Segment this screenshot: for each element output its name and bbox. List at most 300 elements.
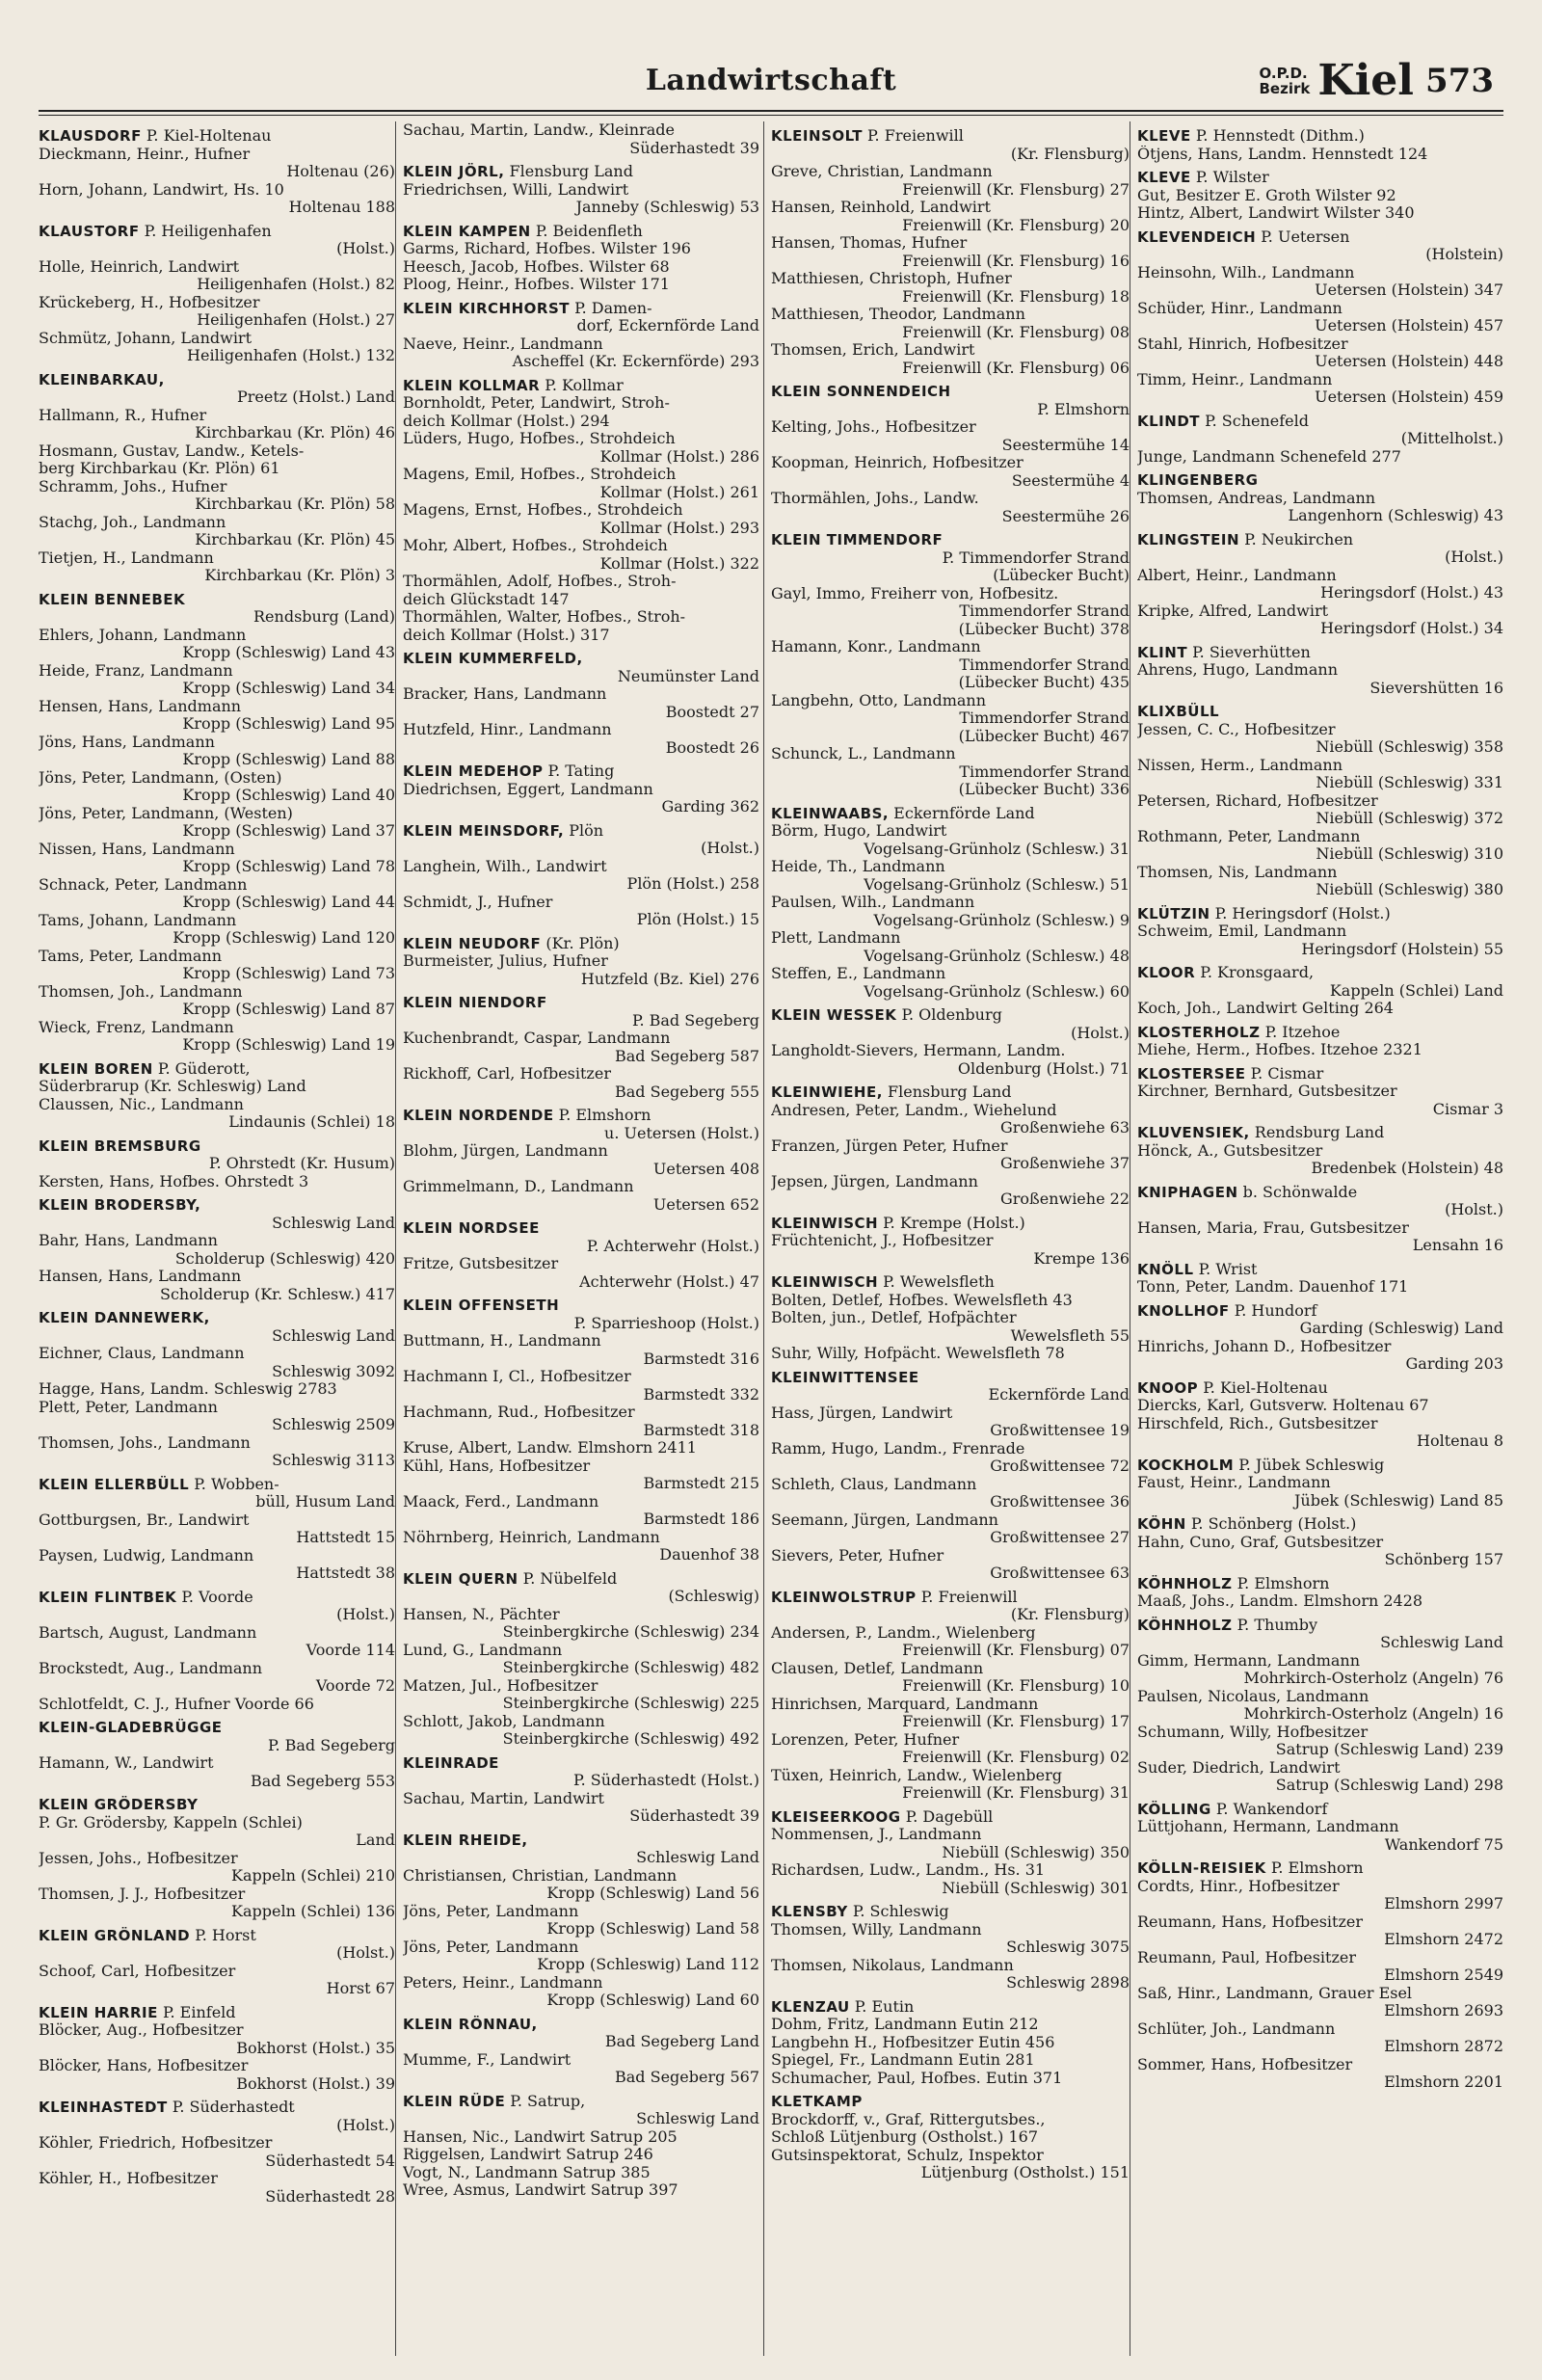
- entry-location: Hattstedt 38: [296, 1564, 395, 1582]
- entry-line: Kersten, Hans, Hofbes. Ohrstedt 3: [39, 1172, 309, 1190]
- entry-location: Kirchbarkau (Kr. Plön) 58: [195, 495, 395, 513]
- place-detail: Flensburg Land: [882, 1083, 1012, 1101]
- entry-location: Kirchbarkau (Kr. Plön) 45: [195, 531, 395, 548]
- entry-location: Mohrkirch-Osterholz (Angeln) 16: [1243, 1705, 1503, 1723]
- entry-location: Kropp (Schleswig) Land 58: [546, 1920, 759, 1938]
- entry-line: Heide, Th., Landmann: [771, 858, 945, 875]
- place-name: KLEINRADE: [403, 1753, 499, 1772]
- entry-location: Vogelsang-Grünholz (Schlesw.) 60: [864, 982, 1130, 1001]
- place-detail: P. Schönberg (Holst.): [1185, 1515, 1357, 1533]
- entry-location: Elmshorn 2201: [1384, 2073, 1503, 2091]
- place-detail: P. Freienwill: [916, 1588, 1018, 1606]
- place-heading: [403, 650, 759, 668]
- entry-location: Freienwill (Kr. Flensburg) 10: [902, 1677, 1130, 1695]
- entry-location: Timmendorfer Strand: [959, 602, 1130, 620]
- entry-location: (Lübecker Bucht): [993, 567, 1130, 584]
- entry-location: Großwittensee 72: [990, 1457, 1130, 1475]
- place-detail: P. Einfeld: [157, 2003, 236, 2021]
- place-name: KLEIN BOREN: [39, 1059, 153, 1078]
- entry-location: Krempe 136: [1033, 1249, 1130, 1268]
- place-detail: P. Eutin: [849, 1997, 915, 2016]
- header-rule-thin: [39, 115, 1503, 116]
- entry-location: (Lübecker Bucht) 336: [958, 781, 1130, 798]
- entry-line: Thomsen, Joh., Landmann: [39, 982, 243, 1001]
- place-detail: P. Tating: [543, 762, 615, 780]
- entry-line: Andersen, P., Landm., Wielenberg: [771, 1623, 1036, 1642]
- entry-line: Matthiesen, Theodor, Landmann: [771, 306, 1025, 323]
- place-detail: P. Kronsgaard,: [1195, 964, 1315, 981]
- entry-location: Freienwill (Kr. Flensburg) 07: [902, 1642, 1130, 1659]
- place-name: KLEIN MEINSDORF,: [403, 821, 565, 840]
- entry-location: Elmshorn 2549: [1384, 1966, 1503, 1984]
- entry-line: Langholdt-Sievers, Hermann, Landm.: [771, 1042, 1066, 1059]
- place-heading: [771, 1589, 1130, 1607]
- place-name: KLEIN SONNENDEICH: [771, 383, 951, 400]
- entry-line: Hamann, W., Landwirt: [39, 1754, 214, 1772]
- entry-line: Paulsen, Wilh., Landmann: [771, 894, 975, 911]
- place-heading: [403, 994, 759, 1012]
- entry-location: (Holst.): [336, 1944, 395, 1962]
- place-heading: [39, 371, 395, 389]
- entry-location: Bokhorst (Holst.) 35: [236, 2039, 395, 2057]
- entry-location: Kropp (Schleswig) Land 95: [182, 715, 395, 733]
- place-name: KLOOR: [1137, 964, 1196, 981]
- entry-location: Achterwehr (Holst.) 47: [579, 1272, 759, 1291]
- entry-location: Freienwill (Kr. Flensburg) 06: [902, 359, 1130, 377]
- place-heading: [403, 1754, 759, 1773]
- entry-line: Köhler, H., Hofbesitzer: [39, 2170, 218, 2187]
- entry-line: Langbehn, Otto, Landmann: [771, 691, 987, 709]
- place-name: KLEINWITTENSEE: [771, 1368, 919, 1386]
- entry-location: Cismar 3: [1432, 1100, 1503, 1118]
- entry-location: Dauenhof 38: [659, 1546, 759, 1564]
- entry-location: Großwittensee 36: [990, 1493, 1130, 1511]
- place-heading: [403, 223, 759, 241]
- place-name: KLEIN GRÖNLAND: [39, 1926, 191, 1944]
- place-heading: [1137, 1575, 1503, 1593]
- place-heading: [39, 1060, 395, 1079]
- entry-location: Schleswig 2898: [1006, 1974, 1130, 1992]
- entry-line: Lund, G., Landmann: [403, 1641, 563, 1659]
- entry-location: Heiligenhafen (Holst.) 82: [197, 276, 395, 293]
- place-detail: P. Wilster: [1190, 169, 1269, 186]
- place-heading: [1137, 413, 1503, 431]
- entry-location: Schleswig Land: [272, 1326, 395, 1345]
- entry-location: Satrup (Schleswig Land) 298: [1275, 1777, 1503, 1794]
- entry-location: (Holst.): [701, 840, 759, 857]
- entry-line: Ramm, Hugo, Landm., Frenrade: [771, 1439, 1025, 1457]
- entry-line: Rothmann, Peter, Landmann: [1137, 827, 1361, 845]
- entry-line: Garms, Richard, Hofbes. Wilster 196: [403, 240, 691, 257]
- place-name: KLEIN ELLERBÜLL: [39, 1475, 190, 1493]
- entry-location: Elmshorn 2997: [1384, 1895, 1503, 1912]
- place-heading: [403, 2093, 759, 2111]
- entry-line: Thormählen, Adolf, Hofbes., Stroh-: [403, 573, 677, 590]
- entry-location: Boostedt 27: [665, 703, 759, 721]
- entry-location: u. Uetersen (Holst.): [604, 1124, 759, 1142]
- entry-line: Hansen, Hans, Landmann: [39, 1268, 242, 1285]
- entry-line: Suhr, Willy, Hofpächt. Wewelsfleth 78: [771, 1345, 1065, 1362]
- entry-line: Schunck, L., Landmann: [771, 745, 956, 762]
- entry-location: Kropp (Schleswig) Land 88: [182, 751, 395, 768]
- entry-location: Heringsdorf (Holstein) 55: [1301, 940, 1503, 958]
- entry-line: Nissen, Herm., Landmann: [1137, 756, 1343, 774]
- place-heading: [1137, 964, 1503, 982]
- entry-line: Heide, Franz, Landmann: [39, 661, 233, 680]
- entry-line: Saß, Hinr., Landmann, Grauer Esel: [1137, 1984, 1413, 2002]
- entry-line: deich Kollmar (Holst.) 317: [403, 626, 610, 644]
- entry-line: Hinrichsen, Marquard, Landmann: [771, 1695, 1039, 1713]
- entry-line: Clausen, Detlef, Landmann: [771, 1659, 984, 1677]
- entry-line: Dieckmann, Heinr., Hufner: [39, 145, 251, 163]
- place-name: KLOSTERHOLZ: [1137, 1023, 1261, 1041]
- place-name: KLEIN RÖNNAU,: [403, 2015, 538, 2033]
- place-name: KLEIN KOLLMAR: [403, 376, 541, 394]
- entry-location: Holtenau (26): [286, 163, 395, 180]
- place-name: KLEIN BENNEBEK: [39, 590, 186, 608]
- place-name: KLEIN KUMMERFELD,: [403, 650, 583, 667]
- entry-line: Kirchner, Bernhard, Gutsbesitzer: [1137, 1083, 1397, 1100]
- entry-line: Hahn, Cuno, Graf, Gutsbesitzer: [1137, 1533, 1384, 1551]
- entry-location: P. Ohrstedt (Kr. Husum): [208, 1155, 395, 1172]
- entry-line: Lorenzen, Peter, Hufner: [771, 1730, 960, 1749]
- entry-line: Kühl, Hans, Hofbesitzer: [403, 1457, 591, 1475]
- entry-location: Preetz (Holst.) Land: [236, 388, 395, 406]
- entry-location: Großwittensee 19: [990, 1422, 1130, 1439]
- place-detail: P. Wobben-: [189, 1475, 279, 1493]
- entry-location: büll, Husum Land: [255, 1493, 395, 1511]
- entry-line: Albert, Heinr., Landmann: [1137, 566, 1337, 584]
- entry-location: Niebüll (Schleswig) 310: [1316, 845, 1503, 863]
- entry-line: Schüder, Hinr., Landmann: [1137, 299, 1343, 317]
- entry-line: Jessen, Johs., Hofbesitzer: [39, 1849, 238, 1867]
- place-heading: [771, 383, 1130, 401]
- place-detail: P. Hundorf: [1229, 1301, 1317, 1320]
- place-name: KLEVE: [1137, 169, 1191, 186]
- entry-location: Heringsdorf (Holst.) 34: [1320, 620, 1503, 637]
- entry-location: Bokhorst (Holst.) 39: [236, 2074, 395, 2093]
- place-detail: P. Freienwill: [862, 127, 964, 145]
- page-title: Landwirtschaft: [645, 64, 897, 97]
- place-name: KLEIN OFFENSETH: [403, 1297, 560, 1314]
- entry-location: P. Sparrieshoop (Holst.): [573, 1314, 759, 1332]
- entry-line: Timm, Heinr., Landmann: [1137, 370, 1333, 388]
- entry-line: Mumme, F., Landwirt: [403, 2050, 572, 2069]
- entry-location: Wewelsfleth 55: [1010, 1326, 1130, 1345]
- entry-location: Holtenau 188: [288, 199, 395, 216]
- entry-line: Diedrichsen, Eggert, Landmann: [403, 780, 653, 798]
- entry-location: Lensahn 16: [1412, 1237, 1503, 1254]
- place-name: KLETKAMP: [771, 2093, 863, 2110]
- entry-location: Garding (Schleswig) Land: [1299, 1320, 1503, 1337]
- entry-location: Hutzfeld (Bz. Kiel) 276: [580, 970, 759, 988]
- place-name: KLEINWOLSTRUP: [771, 1588, 917, 1606]
- place-heading: [39, 1589, 395, 1607]
- place-heading: [39, 1796, 395, 1814]
- entry-location: Kropp (Schleswig) Land 40: [182, 787, 395, 804]
- entry-location: Süderhastedt 54: [265, 2152, 395, 2170]
- entry-line: Thomsen, Erich, Landwirt: [771, 341, 975, 359]
- place-name: KÖHNHOLZ: [1137, 1574, 1233, 1592]
- entry-location: Vogelsang-Grünholz (Schlesw.) 48: [864, 947, 1130, 965]
- entry-line: Bartsch, August, Landmann: [39, 1623, 257, 1642]
- place-detail: P. Uetersen: [1256, 227, 1350, 246]
- place-detail: P. Damen-: [570, 299, 652, 317]
- entry-location: Barmstedt 316: [643, 1350, 759, 1368]
- place-detail: P. Schleswig: [847, 1903, 949, 1920]
- entry-line: Jöns, Peter, Landmann, (Westen): [39, 804, 293, 822]
- entry-location: Heiligenhafen (Holst.) 27: [197, 311, 395, 329]
- entry-line: Ahrens, Hugo, Landmann: [1137, 661, 1338, 679]
- place-name: KLEINHASTEDT: [39, 2099, 168, 2116]
- place-heading: [403, 935, 759, 953]
- entry-line: Hensen, Hans, Landmann: [39, 697, 242, 715]
- entry-location: Kappeln (Schlei) 210: [231, 1867, 395, 1885]
- entry-location: P. Achterwehr (Holst.): [586, 1237, 759, 1255]
- place-name: KLEIN KAMPEN: [403, 222, 531, 240]
- entry-location: Vogelsang-Grünholz (Schlesw.) 31: [864, 840, 1130, 858]
- place-name: KLEIN MEDEHOP: [403, 762, 544, 780]
- place-name: KLINDT: [1137, 412, 1200, 430]
- place-name: KÖHNHOLZ: [1137, 1616, 1233, 1634]
- place-heading: [403, 1570, 759, 1589]
- entry-location: Barmstedt 186: [643, 1511, 759, 1528]
- entry-line: Tams, Johann, Landmann: [39, 911, 237, 929]
- entry-line: Thomsen, J. J., Hofbesitzer: [39, 1885, 246, 1903]
- entry-line: Gottburgsen, Br., Landwirt: [39, 1511, 250, 1529]
- entry-line: Schmütz, Johann, Landwirt: [39, 329, 253, 347]
- entry-line: Holle, Heinrich, Landwirt: [39, 257, 240, 276]
- entry-location: Süderhastedt 39: [629, 1807, 759, 1825]
- place-name: KLEIN RÜDE: [403, 2092, 506, 2110]
- entry-line: Nommensen, J., Landmann: [771, 1826, 982, 1843]
- entry-location: Hattstedt 15: [296, 1529, 395, 1546]
- entry-line: Lüders, Hugo, Hofbes., Strohdeich: [403, 430, 676, 447]
- entry-line: Lüttjohann, Hermann, Landmann: [1137, 1818, 1399, 1835]
- place-name: KLENSBY: [771, 1903, 848, 1920]
- place-name: KLINGSTEIN: [1137, 530, 1240, 548]
- entry-line: Blöcker, Hans, Hofbesitzer: [39, 2057, 249, 2074]
- place-heading: [39, 1719, 395, 1737]
- entry-line: Thormählen, Walter, Hofbes., Stroh-: [403, 608, 686, 626]
- place-detail: P. Cismar: [1245, 1064, 1324, 1083]
- place-name: KLEIN NORDSEE: [403, 1219, 540, 1237]
- entry-line: Junge, Landmann Schenefeld 277: [1137, 447, 1401, 466]
- entry-location: Bad Segeberg 567: [615, 2069, 759, 2086]
- entry-line: Andresen, Peter, Landm., Wiehelund: [771, 1101, 1057, 1119]
- column-4: [1137, 121, 1503, 2356]
- entry-location: Bad Segeberg 553: [251, 1772, 395, 1790]
- entry-line: Schloß Lütjenburg (Ostholst.) 167: [771, 2128, 1039, 2146]
- entry-line: Schumann, Willy, Hofbesitzer: [1137, 1723, 1369, 1741]
- entry-line: Plett, Landmann: [771, 929, 901, 947]
- entry-location: Mohrkirch-Osterholz (Angeln) 76: [1243, 1670, 1503, 1687]
- place-detail: Eckernförde Land: [889, 804, 1035, 822]
- place-name: KLEIN NORDENDE: [403, 1107, 554, 1124]
- entry-line: Hirschfeld, Rich., Gutsbesitzer: [1137, 1414, 1378, 1432]
- place-heading: [1137, 1124, 1503, 1142]
- place-heading: [1137, 127, 1503, 146]
- entry-line: Schramm, Johs., Hufner: [39, 477, 227, 495]
- place-name: KLEVE: [1137, 127, 1191, 145]
- place-detail: P. Elmshorn: [1265, 1859, 1364, 1877]
- place-name: KLEIN JÖRL,: [403, 163, 505, 180]
- entry-line: deich Kollmar (Holst.) 294: [403, 412, 610, 430]
- entry-line: Gut, Besitzer E. Groth Wilster 92: [1137, 186, 1396, 204]
- entry-line: Sievers, Peter, Hufner: [771, 1546, 944, 1564]
- place-detail: Plön: [564, 821, 604, 840]
- place-heading: [1137, 228, 1503, 247]
- entry-line: Jessen, C. C., Hofbesitzer: [1137, 720, 1336, 738]
- entry-line: Eichner, Claus, Landmann: [39, 1345, 245, 1362]
- entry-location: Kropp (Schleswig) Land 112: [537, 1956, 759, 1973]
- entry-location: (Lübecker Bucht) 467: [958, 727, 1130, 745]
- entry-location: Timmendorfer Strand: [959, 709, 1130, 727]
- place-detail: P. Schenefeld: [1200, 412, 1309, 430]
- entry-line: Wree, Asmus, Landwirt Satrup 397: [403, 2181, 678, 2199]
- entry-line: Schlüter, Joh., Landmann: [1137, 2019, 1336, 2038]
- entry-line: Nöhrnberg, Heinrich, Landmann: [403, 1528, 660, 1546]
- place-name: KLEINWISCH: [771, 1273, 879, 1291]
- entry-line: Bracker, Hans, Landmann: [403, 685, 607, 703]
- place-name: KLAUSTORF: [39, 222, 140, 240]
- entry-location: Großwittensee 63: [990, 1564, 1130, 1582]
- entry-line: Grimmelmann, D., Landmann: [403, 1178, 634, 1195]
- place-name: KLEIN WESSEK: [771, 1006, 897, 1024]
- entry-line: Jöns, Peter, Landmann, (Osten): [39, 768, 282, 787]
- place-detail: Rendsburg Land: [1249, 1124, 1385, 1141]
- place-detail: (Kr. Plön): [541, 934, 620, 952]
- entry-line: Jepsen, Jürgen, Landmann: [771, 1172, 978, 1190]
- place-name: KLEINWISCH: [771, 1214, 879, 1232]
- place-name: KLEIN HARRIE: [39, 2003, 158, 2021]
- entry-line: Reumann, Paul, Hofbesitzer: [1137, 1948, 1357, 1966]
- place-heading: [39, 1196, 395, 1215]
- entry-line: Thomsen, Andreas, Landmann: [1137, 489, 1376, 507]
- entry-location: Schleswig Land: [1380, 1634, 1503, 1651]
- entry-location: Schleswig 2509: [272, 1416, 395, 1433]
- place-name: KNÖLL: [1137, 1260, 1194, 1278]
- entry-location: Kropp (Schleswig) Land 37: [182, 822, 395, 840]
- entry-location: Kropp (Schleswig) Land 56: [546, 1885, 759, 1902]
- place-detail: P. Nübelfeld: [518, 1569, 618, 1588]
- entry-location: Großenwiehe 63: [999, 1119, 1130, 1137]
- place-name: KÖLLN-REISIEK: [1137, 1859, 1266, 1877]
- place-name: KLEIN TIMMENDORF: [771, 531, 944, 548]
- place-heading: [771, 1369, 1130, 1387]
- place-heading: [1137, 169, 1503, 187]
- entry-line: Sommer, Hans, Hofbesitzer: [1137, 2055, 1353, 2073]
- entry-location: Schleswig Land: [636, 1849, 759, 1866]
- entry-location: Garding 203: [1405, 1355, 1503, 1373]
- entry-line: Suder, Diedrich, Landwirt: [1137, 1758, 1341, 1777]
- entry-location: Kollmar (Holst.) 261: [599, 483, 759, 501]
- place-heading: [39, 1137, 395, 1156]
- entry-line: Buttmann, H., Landmann: [403, 1332, 601, 1350]
- entry-location: (Holst.): [1445, 548, 1503, 566]
- place-detail: P. Wrist: [1193, 1260, 1258, 1278]
- place-name: KLEIN BREMSBURG: [39, 1137, 201, 1155]
- entry-location: Ascheffel (Kr. Eckernförde) 293: [512, 353, 759, 370]
- entry-line: Fritze, Gutsbesitzer: [403, 1255, 559, 1272]
- entry-line: Spiegel, Fr., Landmann Eutin 281: [771, 2051, 1035, 2069]
- entry-line: Schleth, Claus, Landmann: [771, 1475, 977, 1493]
- entry-location: Kollmar (Holst.) 322: [599, 554, 759, 573]
- entry-line: Magens, Ernst, Hofbes., Strohdeich: [403, 501, 683, 519]
- place-detail: P. Kollmar: [540, 376, 624, 394]
- entry-line: Bahr, Hans, Landmann: [39, 1232, 218, 1249]
- place-detail: P. Voorde: [176, 1588, 253, 1606]
- place-heading: [771, 1903, 1130, 1921]
- entry-location: P. Süderhastedt (Holst.): [573, 1772, 759, 1789]
- place-heading: [39, 223, 395, 241]
- entry-location: Neumünster Land: [617, 667, 759, 685]
- place-heading: [39, 1476, 395, 1494]
- place-heading: [1137, 1801, 1503, 1819]
- place-heading: [771, 1083, 1130, 1102]
- entry-location: (Holst.): [1445, 1201, 1503, 1218]
- entry-line: Süderbrarup (Kr. Schleswig) Land: [39, 1078, 306, 1095]
- entry-location: Bad Segeberg 555: [615, 1083, 759, 1101]
- entry-location: Schleswig Land: [272, 1214, 395, 1232]
- entry-location: Süderhastedt 39: [629, 139, 759, 157]
- column-2: [403, 121, 759, 2356]
- entry-location: Schleswig 3113: [272, 1452, 395, 1469]
- place-heading: [1137, 1302, 1503, 1321]
- place-detail: P. Wewelsfleth: [878, 1273, 995, 1291]
- entry-location: Garding 362: [661, 798, 759, 816]
- place-detail: P. Heiligenhafen: [139, 222, 272, 240]
- place-detail: P. Krempe (Holst.): [878, 1214, 1025, 1232]
- entry-line: Brockstedt, Aug., Landmann: [39, 1659, 263, 1677]
- place-heading: [403, 822, 759, 841]
- entry-location: Niebüll (Schleswig) 301: [942, 1879, 1130, 1897]
- entry-location: (Mittelholst.): [1400, 430, 1503, 447]
- entry-location: Uetersen (Holstein) 347: [1315, 281, 1503, 299]
- entry-line: Schumacher, Paul, Hofbes. Eutin 371: [771, 2069, 1063, 2087]
- entry-line: Ehlers, Johann, Landmann: [39, 626, 247, 644]
- entry-location: Barmstedt 332: [643, 1385, 759, 1404]
- place-detail: P. Horst: [190, 1926, 256, 1944]
- entry-location: Großwittensee 27: [990, 1529, 1130, 1546]
- entry-line: Hamann, Konr., Landmann: [771, 638, 981, 655]
- entry-location: Kropp (Schleswig) Land 43: [182, 644, 395, 661]
- entry-location: Schleswig Land: [636, 2110, 759, 2127]
- entry-line: Börm, Hugo, Landwirt: [771, 822, 947, 840]
- entry-line: Hagge, Hans, Landm. Schleswig 2783: [39, 1380, 337, 1398]
- entry-line: Tonn, Peter, Landm. Dauenhof 171: [1137, 1278, 1409, 1296]
- entry-line: Hintz, Albert, Landwirt Wilster 340: [1137, 204, 1415, 222]
- entry-line: Matzen, Jul., Hofbesitzer: [403, 1676, 598, 1695]
- entry-line: Gimm, Hermann, Landmann: [1137, 1651, 1361, 1670]
- entry-location: Eckernförde Land: [988, 1386, 1130, 1404]
- entry-location: Steinbergkirche (Schleswig) 225: [502, 1695, 759, 1712]
- entry-location: Voorde 72: [315, 1677, 395, 1695]
- entry-line: Brockdorff, v., Graf, Rittergutsbes.,: [771, 2110, 1046, 2128]
- place-name: KLEIN DANNEWERK,: [39, 1309, 210, 1326]
- entry-line: Blohm, Jürgen, Landmann: [403, 1142, 608, 1160]
- entry-location: Freienwill (Kr. Flensburg) 17: [902, 1713, 1130, 1730]
- entry-line: Riggelsen, Landwirt Satrup 246: [403, 2146, 653, 2163]
- city-name: Kiel: [1317, 56, 1415, 105]
- entry-line: Mohr, Albert, Hofbes., Strohdeich: [403, 537, 668, 554]
- entry-location: Kirchbarkau (Kr. Plön) 3: [204, 567, 395, 584]
- entry-line: Schlotfeldt, C. J., Hufner Voorde 66: [39, 1695, 314, 1713]
- place-heading: [39, 591, 395, 609]
- place-name: KLAUSDORF: [39, 127, 142, 145]
- entry-location: (Lübecker Bucht) 435: [958, 674, 1130, 691]
- entry-line: Diercks, Karl, Gutsverw. Holtenau 67: [1137, 1397, 1429, 1414]
